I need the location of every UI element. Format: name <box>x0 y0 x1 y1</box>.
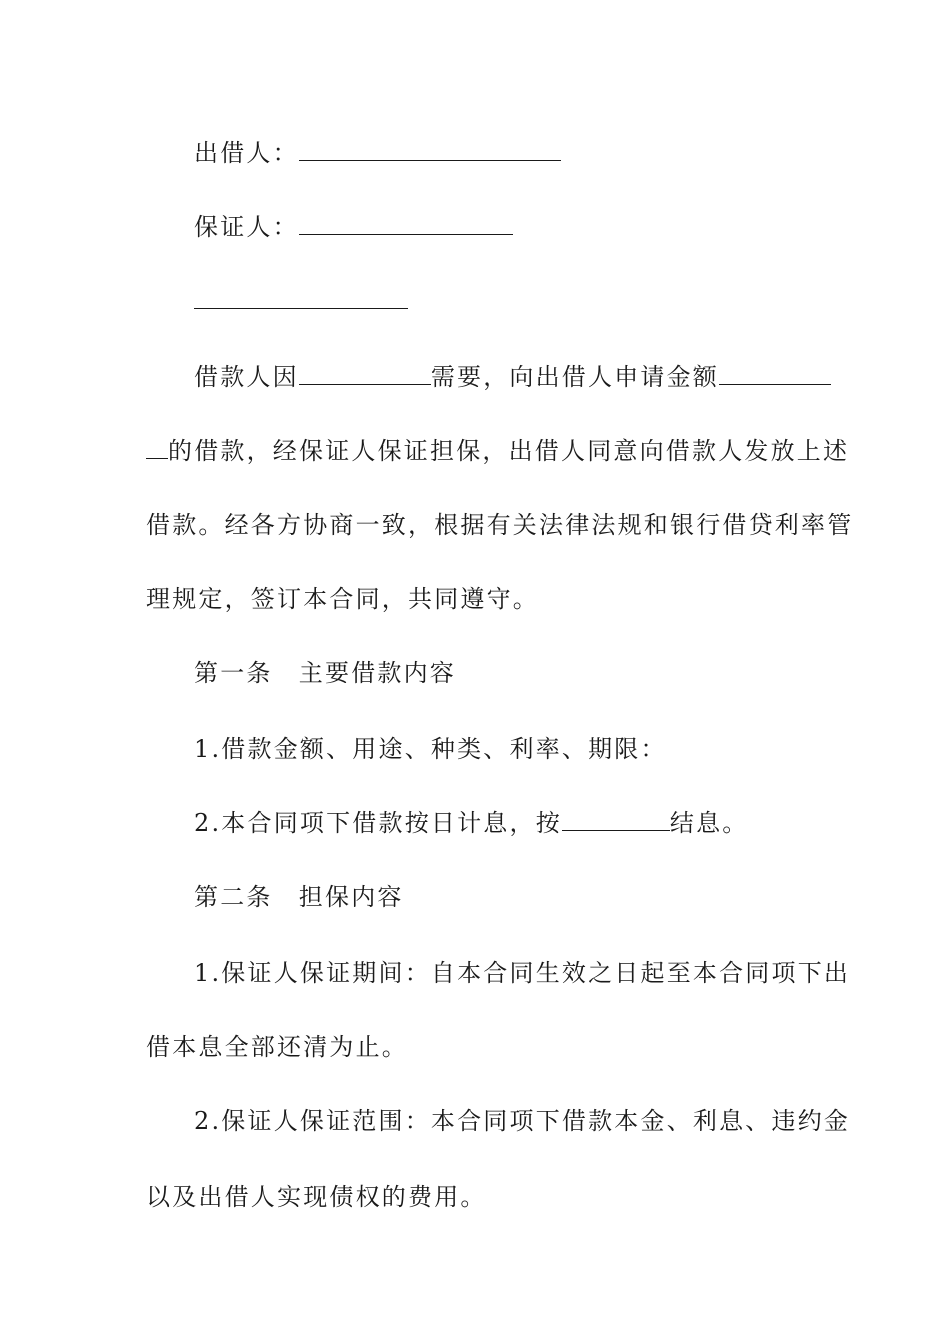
para1-line3: 借款。经各方协商一致，根据有关法律法规和银行借贷利率管 <box>146 511 854 539</box>
guarantor-blank <box>299 212 513 235</box>
lender-line <box>0 138 950 168</box>
blank-line <box>0 286 950 316</box>
standalone-blank <box>194 286 408 309</box>
article2-item1-line1: 1.保证人保证期间：自本合同生效之日起至本合同项下出 <box>194 959 851 987</box>
para1-line1 <box>0 362 950 392</box>
para1-text-a: 借款人因 <box>194 363 299 391</box>
article2-item1-line2: 借本息全部还清为止。 <box>146 1033 408 1061</box>
lender-label: 出借人： <box>194 139 299 167</box>
guarantor-line <box>0 212 950 242</box>
para1-text-c: 的借款，经保证人保证担保，出借人同意向借款人发放上述 <box>168 437 850 465</box>
article2-item2-line2: 以及出借人实现债权的费用。 <box>146 1183 487 1211</box>
guarantor-label: 保证人： <box>194 213 299 241</box>
lender-blank <box>299 138 561 161</box>
article1-item2-text-a: 2.本合同项下借款按日计息，按 <box>194 809 562 837</box>
article1-item2 <box>0 808 950 838</box>
para1-text-b: 需要，向出借人申请金额 <box>430 363 720 391</box>
amount-blank-b <box>146 436 168 459</box>
para1-line4: 理规定，签订本合同，共同遵守。 <box>146 585 539 613</box>
para1-line2 <box>0 436 950 466</box>
amount-blank-a <box>719 362 831 385</box>
article1-title: 第一条 主要借款内容 <box>194 659 456 687</box>
article1-item2-text-b: 结息。 <box>669 809 749 837</box>
article2-title: 第二条 担保内容 <box>194 883 404 911</box>
purpose-blank <box>299 362 431 385</box>
article1-item1: 1.借款金额、用途、种类、利率、期限： <box>194 735 667 763</box>
article2-item2-line1: 2.保证人保证范围：本合同项下借款本金、利息、违约金 <box>194 1107 851 1135</box>
settlement-blank <box>562 808 670 831</box>
